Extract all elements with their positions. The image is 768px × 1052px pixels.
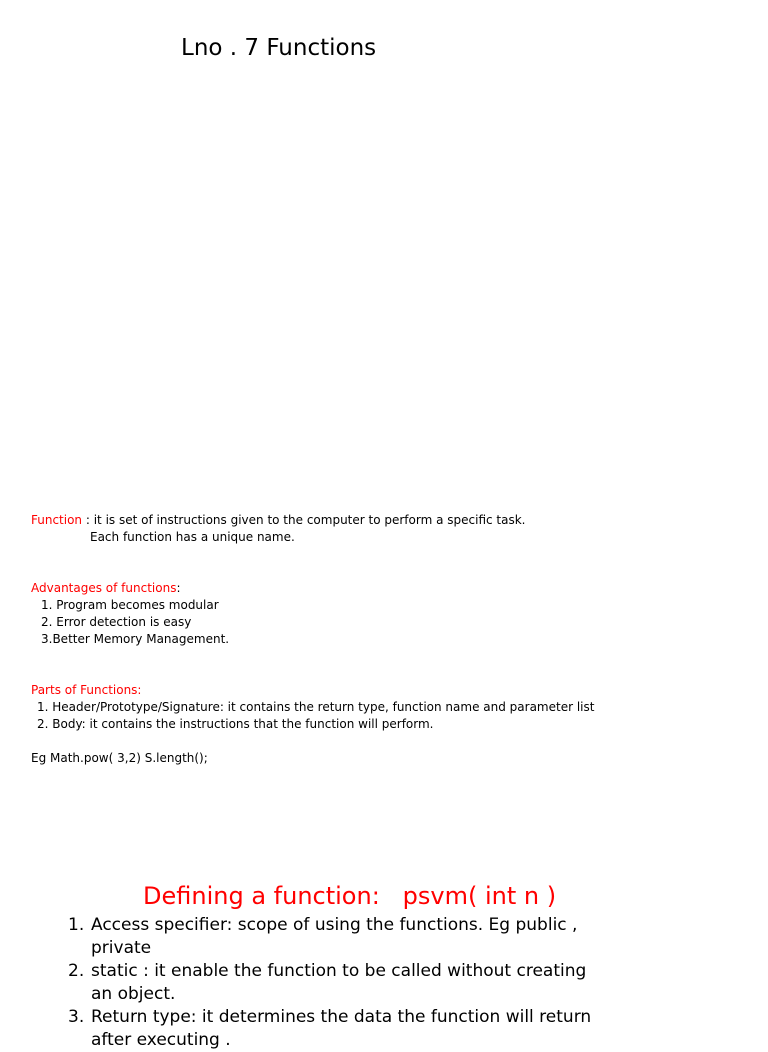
list-item-text: Return type: it determines the data the function will return after executing . xyxy=(91,1007,592,1050)
list-item-text: Access specifier: scope of using the functions. Eg public , private xyxy=(91,915,578,958)
spacer xyxy=(31,546,594,580)
function-term: Function xyxy=(31,513,83,527)
list-item xyxy=(68,914,608,960)
advantages-heading-label: Advantages of functions xyxy=(31,581,177,595)
parts-heading: Parts of Functions: xyxy=(31,683,142,697)
function-definition-text: : it is set of instructions given to the computer to perform a specific task. xyxy=(82,513,526,527)
list-item xyxy=(68,1006,608,1052)
defining-function-list xyxy=(68,914,608,1052)
notes-section xyxy=(31,512,594,767)
example-line: Eg Math.pow( 3,2) S.length(); xyxy=(31,751,208,765)
function-definition xyxy=(31,512,594,529)
advantage-item: 2. Error detection is easy xyxy=(41,615,192,629)
page-title: Lno . 7 Functions xyxy=(181,35,377,61)
advantage-item: 3.Better Memory Management. xyxy=(41,632,230,646)
list-item-number: 3. xyxy=(68,1007,85,1027)
defining-function-heading: Defining a function: psvm( int n ) xyxy=(143,882,557,910)
advantages-heading-suffix: : xyxy=(176,581,181,595)
parts-item: 1. Header/Prototype/Signature: it contains the return type, function name and parameter list xyxy=(37,700,595,714)
spacer xyxy=(31,648,594,682)
list-item xyxy=(68,960,608,1006)
list-item-number: 2. xyxy=(68,961,85,981)
list-item-number: 1. xyxy=(68,915,85,935)
spacer xyxy=(31,733,594,750)
parts-item: 2. Body: it contains the instructions that the function will perform. xyxy=(37,717,434,731)
function-definition-continuation: Each function has a unique name. xyxy=(90,530,295,544)
advantage-item: 1. Program becomes modular xyxy=(41,598,219,612)
list-item-text: static : it enable the function to be called without creating an object. xyxy=(91,961,587,1004)
advantages-heading xyxy=(31,580,594,597)
